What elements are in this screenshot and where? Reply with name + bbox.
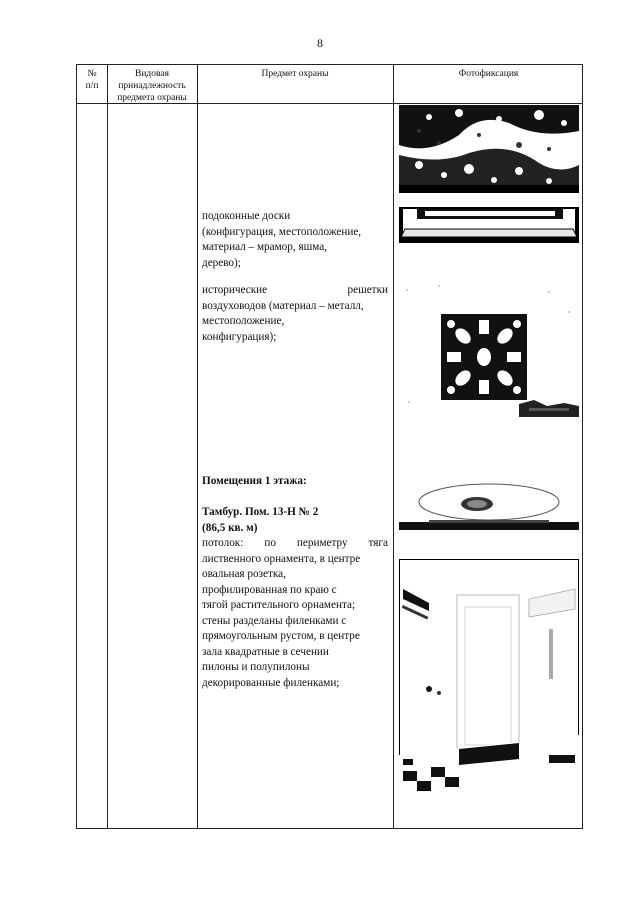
window-sill-photo xyxy=(399,207,579,243)
column-divider xyxy=(107,65,108,828)
header-type: Видовая принадлежность предмета охраны xyxy=(117,69,187,103)
column-divider xyxy=(197,65,198,828)
window-view-photo xyxy=(399,105,579,193)
floor-heading: Помещения 1 этажа: xyxy=(202,475,307,487)
vestibule-interior-photo xyxy=(399,559,579,791)
window-sills-text: подоконные доски (конфигурация, местоположение, материал – мрамор, яшма, дерево); xyxy=(202,210,362,269)
room-description: Тамбур. Пом. 13-Н № 2 (86,5 кв. м) потолок: по периметру тяга лиственного орнамента, в центре овальная розетка, профилированная по краю с тягой растительного орнамента; стены разделаны филенками с прямоугольным рустом, в центре зала квадратные в сечении пилоны и полупилоны декорированные филенками; xyxy=(202,506,388,689)
ventilation-grille-photo xyxy=(399,282,579,432)
page-number: 8 xyxy=(317,36,323,50)
protection-table xyxy=(76,64,583,829)
header-number: № п/п xyxy=(85,69,99,91)
header-photo: Фотофиксация xyxy=(458,69,519,79)
header-subject: Предмет охраны xyxy=(261,69,329,79)
ceiling-rosette-photo xyxy=(399,478,579,530)
ventilation-grilles-text: исторические решетки воздуховодов (материал – металл, местоположение, конфигурация); xyxy=(202,284,388,343)
column-divider xyxy=(393,65,394,828)
